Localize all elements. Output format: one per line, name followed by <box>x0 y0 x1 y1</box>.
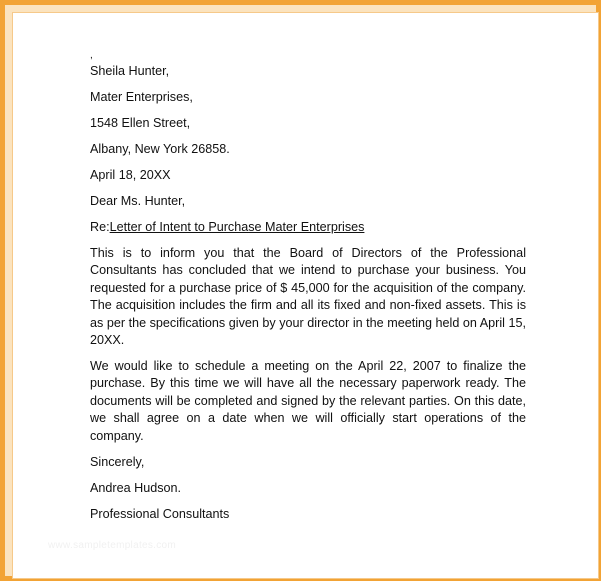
re-subject: Letter of Intent to Purchase Mater Enterprises <box>109 220 365 234</box>
recipient-name: Sheila Hunter, <box>90 64 170 78</box>
closing: Sincerely, <box>90 454 145 469</box>
salutation: Dear Ms. Hunter, <box>90 194 186 208</box>
recipient-company: Mater Enterprises, <box>90 90 193 104</box>
recipient-city: Albany, New York 26858. <box>90 142 230 156</box>
re-prefix: Re: <box>90 220 110 234</box>
letter-page <box>12 12 599 579</box>
subject-line <box>90 219 526 236</box>
paragraph-intent: This is to inform you that the Board of Directors of the Professional Consultants has concluded that we intend to purchase your business. You requested for a purchase price of $ 45,000 for the acquisition of the company. The acquisition includes the firm and all its fixed and non-fixed assets. This is as per the specifications given by your director in the meeting held on April 15, 20XX. <box>90 246 526 348</box>
signer-name: Andrea Hudson. <box>90 480 182 495</box>
watermark: www.sampletemplates.com <box>48 540 177 551</box>
recipient-street: 1548 Ellen Street, <box>90 116 191 130</box>
letter-date: April 18, 20XX <box>90 168 171 182</box>
stray-mark: , <box>90 50 93 61</box>
signer-company: Professional Consultants <box>90 506 230 521</box>
paragraph-meeting: We would like to schedule a meeting on the April 22, 2007 to finalize the purchase. By this time we will have all the necessary paperwork ready. The documents will be completed and signed by the relevant parties. On this date, we shall agree on a date when we will officially start operations of the company. <box>90 359 526 443</box>
letter-body <box>90 51 526 532</box>
